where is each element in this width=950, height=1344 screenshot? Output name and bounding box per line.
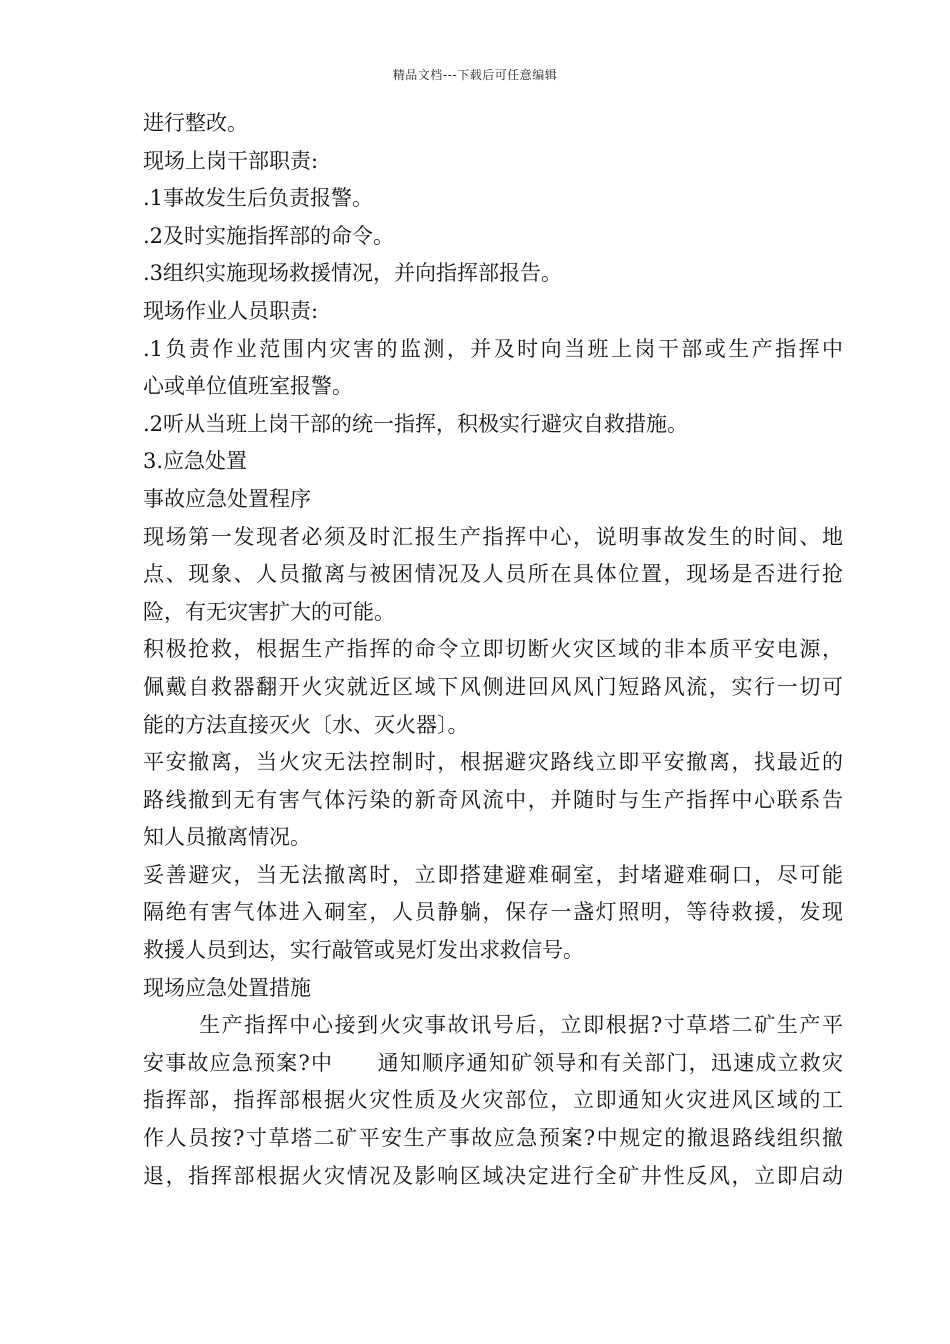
text-line: 知人员撤离情况。 xyxy=(143,825,311,850)
text-line: 现场第一发现者必须及时汇报生产指挥中心，说明事故发生的时间、地 xyxy=(143,524,843,549)
text-line: 点、现象、人员撤离与被困情况及人员所在具体位置，现场是否进行抢 xyxy=(143,562,843,587)
text-line: 作人员按?寸草塔二矿平安生产事故应急预案?中规定的撤退路线组织撤 xyxy=(143,1126,843,1151)
text-line: .2听从当班上岗干部的统一指挥，积极实行避灾自救措施。 xyxy=(143,411,689,436)
text-line: 进行整改。 xyxy=(143,111,248,135)
document-body xyxy=(143,105,843,1195)
text-line: 生产指挥中心接到火灾事故讯号后，立即根据?寸草塔二矿生产平 xyxy=(199,1013,843,1038)
text-line: 退，指挥部根据火灾情况及影响区域决定进行全矿井性反风，立即启动 xyxy=(143,1163,843,1188)
text-line: 佩戴自救器翻开火灾就近区域下风侧进回风风门短路风流，实行一切可 xyxy=(143,674,843,699)
text-line: 3.应急处置 xyxy=(143,449,248,474)
text-line: 路线撤到无有害气体污染的新奇风流中，并随时与生产指挥中心联系告 xyxy=(143,787,843,812)
text-line: 救援人员到达，实行敲管或晃灯发出求救信号。 xyxy=(143,938,584,963)
text-line: 指挥部，指挥部根据火灾性质及火灾部位，立即通知火灾进风区域的工 xyxy=(143,1088,843,1113)
text-line: .1事故发生后负责报警。 xyxy=(143,186,374,211)
text-line: .1负责作业范围内灾害的监测，并及时向当班上岗干部或生产指挥中 xyxy=(143,336,843,361)
text-line: 现场作业人员职责: xyxy=(143,298,319,323)
text-line: 平安撤离，当火灾无法控制时，根据避灾路线立即平安撤离，找最近的 xyxy=(143,750,843,775)
text-line: 隔绝有害气体进入硐室，人员静躺，保存一盏灯照明，等待救援，发现 xyxy=(143,900,843,925)
text-line: 安事故应急预案?中 通知顺序通知矿领导和有关部门，迅速成立救灾 xyxy=(143,1050,843,1075)
text-line: 险，有无灾害扩大的可能。 xyxy=(143,599,395,624)
text-line: .2及时实施指挥部的命令。 xyxy=(143,223,395,248)
text-line: 现场上岗干部职责: xyxy=(143,148,319,173)
text-line: 现场应急处置措施 xyxy=(143,975,311,1000)
page-header: 精品文档---下载后可任意编辑 xyxy=(392,68,558,82)
text-line: 积极抢救，根据生产指挥的命令立即切断火灾区域的非本质平安电源， xyxy=(143,637,843,662)
text-line: .3组织实施现场救援情况，并向指挥部报告。 xyxy=(143,261,563,286)
text-line: 能的方法直接灭火〔水、灭火器〕。 xyxy=(143,712,469,737)
text-line: 妥善避灾，当无法撤离时，立即搭建避难硐室，封堵避难硐口，尽可能 xyxy=(143,862,843,887)
text-line: 事故应急处置程序 xyxy=(143,486,311,511)
text-line: 心或单位值班室报警。 xyxy=(143,374,353,399)
